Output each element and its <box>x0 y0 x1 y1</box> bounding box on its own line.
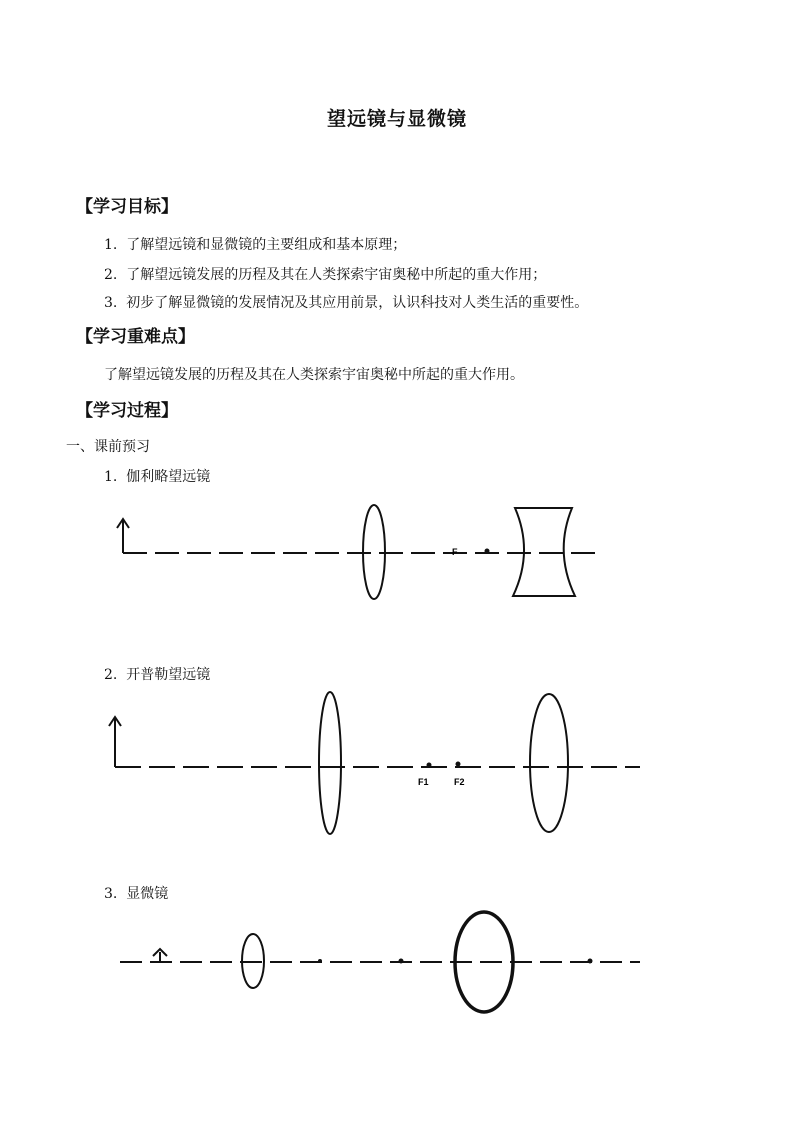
focal-label-f1: F1 <box>418 777 429 787</box>
item-text: 开普勒望远镜 <box>126 667 211 683</box>
eyepiece-lens <box>530 694 568 832</box>
goal-number: 2. <box>104 267 118 283</box>
goal-number: 1. <box>104 237 118 253</box>
preview-subheading: 一、课前预习 <box>66 439 150 455</box>
focal-point-2 <box>399 959 404 964</box>
objective-lens <box>319 692 341 834</box>
goal-text: 了解望远镜发展的历程及其在人类探索宇宙奥秘中所起的重大作用； <box>126 267 547 283</box>
page-title: 望远镜与显微镜 <box>326 108 467 130</box>
focal-label-f2: F2 <box>454 777 465 787</box>
focal-point-1 <box>318 959 322 963</box>
focal-point <box>485 549 490 554</box>
item-number: 1. <box>104 469 118 485</box>
item-text: 显微镜 <box>126 886 169 902</box>
focal-label-f: F <box>452 547 458 557</box>
goal-item-3 <box>104 292 588 312</box>
galileo-telescope-label <box>104 466 210 486</box>
goal-item-2 <box>104 264 546 284</box>
goal-text: 了解望远镜和显微镜的主要组成和基本原理； <box>126 237 407 253</box>
key-points-heading: 【学习重难点】 <box>76 327 195 347</box>
goal-text: 初步了解显微镜的发展情况及其应用前景，认识科技对人类生活的重要性。 <box>126 295 589 311</box>
goal-number: 3. <box>104 295 118 311</box>
item-number: 3. <box>104 886 118 902</box>
focal-point-1 <box>427 763 432 768</box>
goals-heading: 【学习目标】 <box>76 197 178 217</box>
galileo-telescope-diagram <box>0 498 794 608</box>
key-points-text: 了解望远镜发展的历程及其在人类探索宇宙奥秘中所起的重大作用。 <box>104 367 524 383</box>
microscope-label <box>104 883 168 903</box>
goal-item-1 <box>104 234 406 254</box>
focal-point-2 <box>456 762 461 767</box>
microscope-diagram <box>0 904 794 1024</box>
item-number: 2. <box>104 667 118 683</box>
kepler-telescope-diagram <box>0 688 794 848</box>
process-heading: 【学习过程】 <box>76 401 178 421</box>
kepler-telescope-label <box>104 664 210 684</box>
focal-point-3 <box>588 959 593 964</box>
item-text: 伽利略望远镜 <box>126 469 211 485</box>
